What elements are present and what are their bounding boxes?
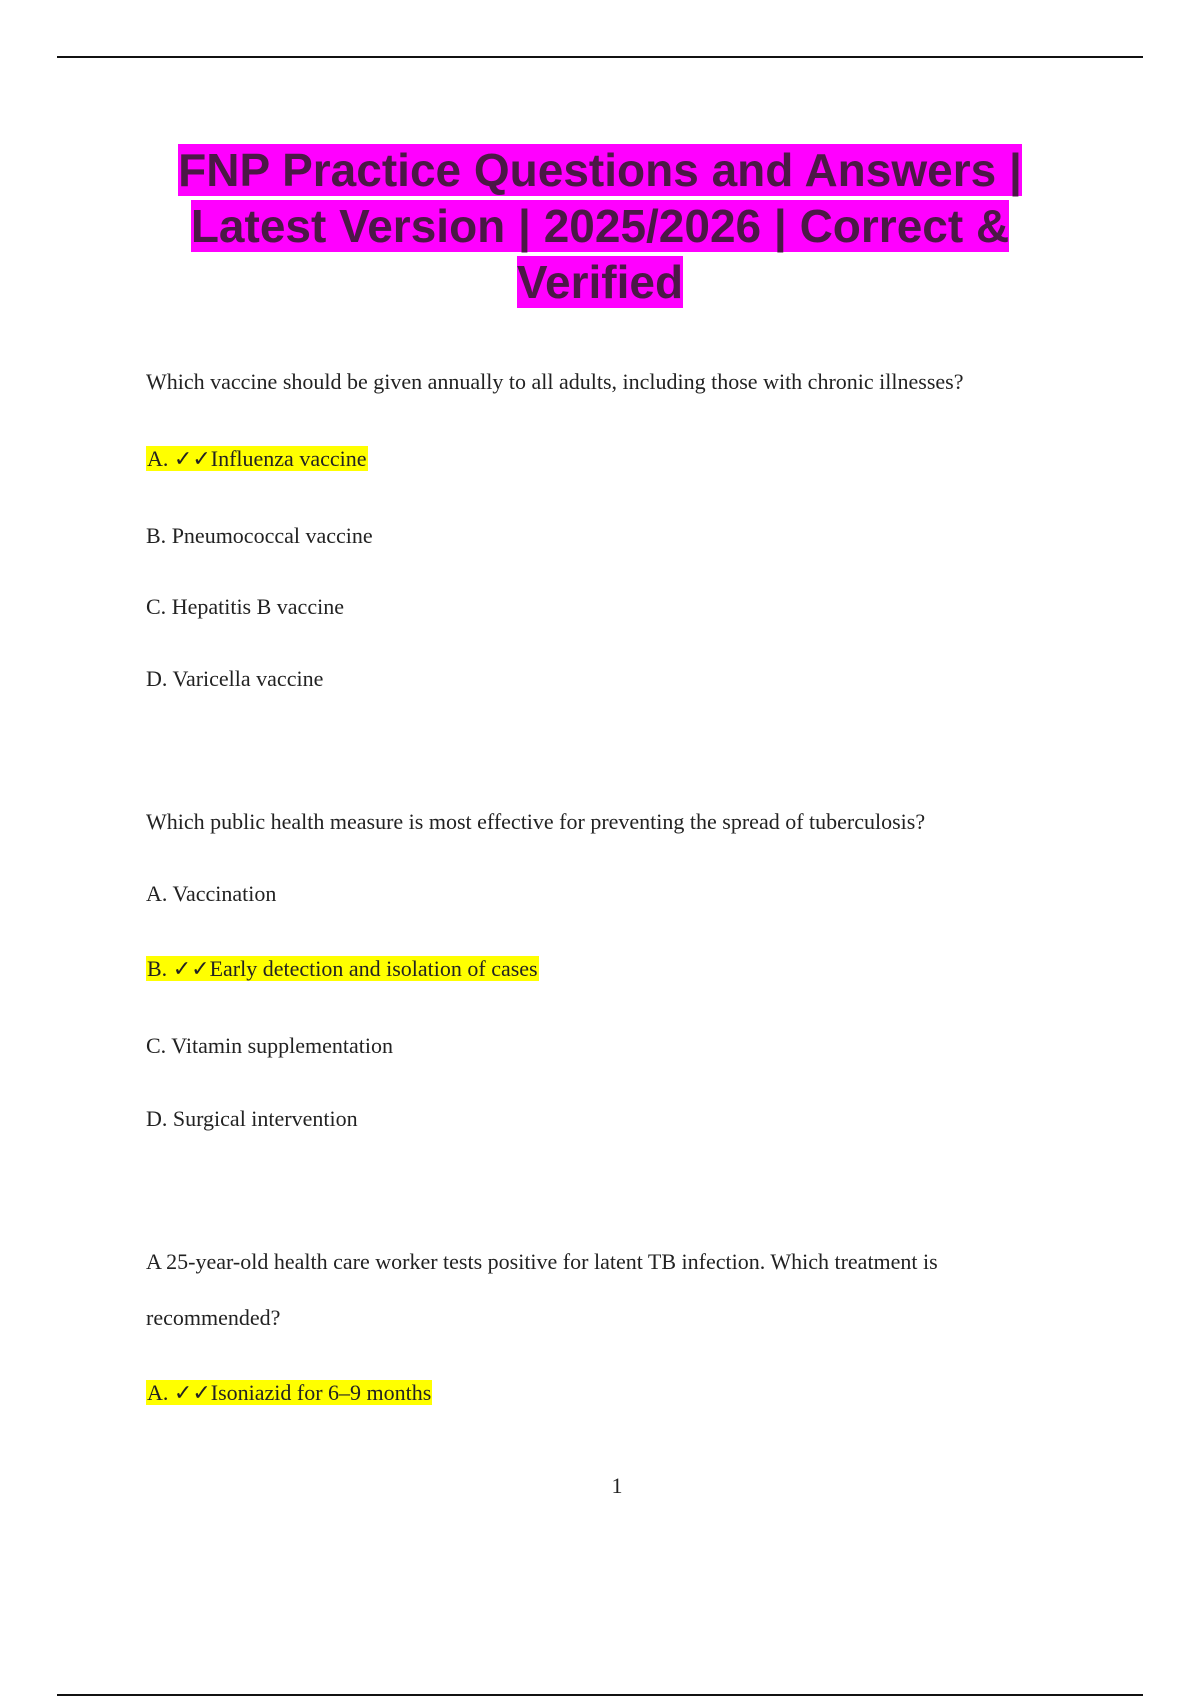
- question-2-option-d: [146, 1105, 358, 1133]
- top-rule: [57, 56, 1143, 58]
- question-2-option-b: [146, 955, 539, 983]
- question-2-option-a: [146, 880, 276, 908]
- title-line-3: Verified: [516, 256, 684, 308]
- option-text: Pneumococcal vaccine: [171, 523, 373, 548]
- option-text: Vitamin supplementation: [171, 1033, 393, 1058]
- question-1-option-d: [146, 665, 323, 693]
- double-check-icon: ✓✓: [172, 956, 210, 981]
- double-check-icon: ✓✓: [173, 446, 211, 471]
- option-letter: B.: [147, 956, 168, 981]
- question-2-option-c: [146, 1032, 393, 1060]
- correct-answer-highlight: [146, 1380, 432, 1405]
- title-line-1: FNP Practice Questions and Answers |: [178, 144, 1022, 196]
- question-2-text: Which public health measure is most effective for preventing the spread of tuberculosis?: [146, 809, 926, 834]
- correct-answer-highlight: [146, 956, 539, 981]
- option-letter: B.: [146, 523, 167, 548]
- option-letter: D.: [146, 666, 168, 691]
- option-text: Varicella vaccine: [172, 666, 324, 691]
- option-text: Influenza vaccine: [210, 446, 367, 471]
- question-3-text-line-1: A 25-year-old health care worker tests positive for latent TB infection. Which treatment is: [146, 1249, 938, 1274]
- double-check-icon: ✓✓: [173, 1380, 211, 1405]
- question-3-option-a: [146, 1379, 432, 1407]
- option-letter: A.: [146, 881, 168, 906]
- question-1-option-b: [146, 522, 373, 550]
- bottom-rule: [57, 1694, 1143, 1696]
- question-1-option-a: [146, 445, 368, 473]
- option-text: Isoniazid for 6–9 months: [210, 1380, 432, 1405]
- option-letter: A.: [147, 1380, 169, 1405]
- question-1-option-c: [146, 593, 344, 621]
- option-letter: C.: [146, 1033, 167, 1058]
- correct-answer-highlight: [146, 446, 368, 471]
- page-number: 1: [611, 1473, 623, 1498]
- document-title: [100, 142, 1100, 310]
- option-letter: A.: [147, 446, 169, 471]
- option-letter: D.: [146, 1106, 168, 1131]
- option-text: Surgical intervention: [172, 1106, 358, 1131]
- option-letter: C.: [146, 594, 167, 619]
- title-line-2: Latest Version | 2025/2026 | Correct &: [190, 200, 1010, 252]
- option-text: Hepatitis B vaccine: [171, 594, 344, 619]
- question-3-text-line-2: recommended?: [146, 1305, 281, 1330]
- option-text: Vaccination: [172, 881, 277, 906]
- question-1-text: Which vaccine should be given annually to all adults, including those with chronic illnesses?: [146, 369, 964, 394]
- option-text: Early detection and isolation of cases: [209, 956, 538, 981]
